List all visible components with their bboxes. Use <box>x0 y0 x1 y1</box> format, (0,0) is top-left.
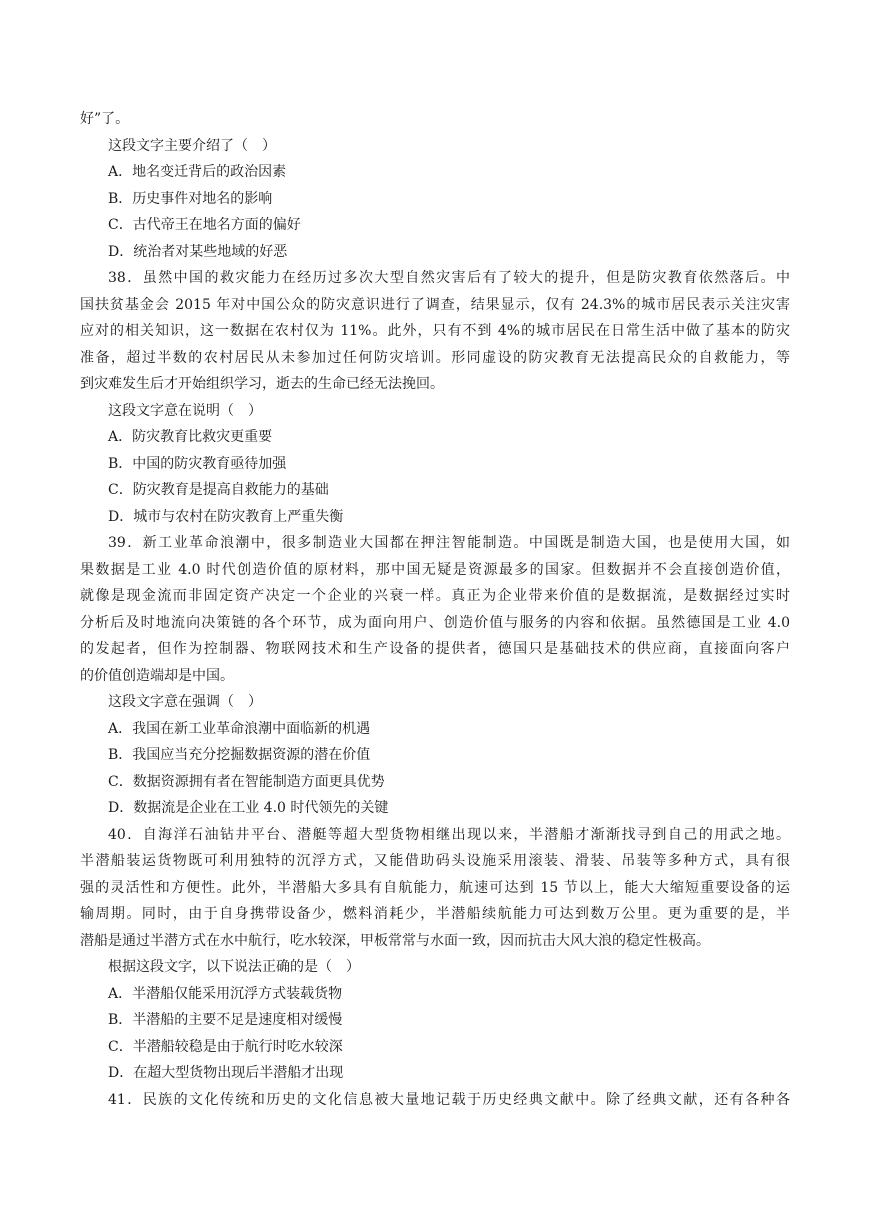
text-line: D．在超大型货物出现后半潜船才出现 <box>108 1065 344 1081</box>
text-line: 潜船是通过半潜方式在水中航行，吃水较深，甲板常常与水面一致，因而抗击大风大浪的稳定性极高。 <box>80 932 710 949</box>
text-line: 国扶贫基金会 2015 年对中国公众的防灾意识进行了调查，结果显示，仅有 24.3%的城市居民表示关注灾害 <box>80 296 790 313</box>
text-line: D．城市与农村在防灾教育上严重失衡 <box>108 508 344 525</box>
text-line: 这段文字意在说明（ ） <box>108 402 262 419</box>
text-line: A．半潜船仅能采用沉浮方式装载货物 <box>108 985 343 1002</box>
text-line: 强的灵活性和方便性。此外，半潜船大多具有自航能力，航速可达到 15 节以上，能大大缩短重要设备的运 <box>80 879 790 896</box>
text-line: C．防灾教育是提高自救能力的基础 <box>108 482 329 498</box>
text-line: 根据这段文字，以下说法正确的是（ ） <box>108 959 360 975</box>
text-line: 的价值创造端却是中国。 <box>80 667 234 684</box>
text-line: A．我国在新工业革命浪潮中面临新的机遇 <box>108 720 371 737</box>
text-line: 准备，超过半数的农村居民从未参加过任何防灾培训。形同虚设的防灾教育无法提高民众的自救能力，等 <box>80 349 790 366</box>
text-line: B．中国的防灾教育亟待加强 <box>108 455 287 472</box>
text-line: 应对的相关知识，这一数据在农村仅为 11%。此外，只有不到 4%的城市居民在日常生活中做了基本的防灾 <box>80 323 790 339</box>
text-line: D．数据流是企业在工业 4.0 时代领先的关键 <box>108 800 389 816</box>
document-body <box>80 106 790 1113</box>
text-line: C．数据资源拥有者在智能制造方面更具优势 <box>108 773 385 790</box>
text-line: 分析后及时地流向决策链的各个环节，成为面向用户、创造价值与服务的内容和依据。虽然德国是工业 4.0 <box>80 614 790 631</box>
text-line: 38．虽然中国的救灾能力在经历过多次大型自然灾害后有了较大的提升，但是防灾教育依然落后。中 <box>108 270 790 286</box>
text-line: 输周期。同时，由于自身携带设备少，燃料消耗少，半潜船续航能力可达到数万公里。更为重要的是，半 <box>80 906 790 922</box>
text-line: 这段文字主要介绍了（ ） <box>108 137 276 154</box>
text-line: C．古代帝王在地名方面的偏好 <box>108 217 301 233</box>
text-line: 的发起者，但作为控制器、物联网技术和生产设备的提供者，德国只是基础技术的供应商，直接面向客户 <box>80 641 790 657</box>
text-line: 就像是现金流而非固定资产决定一个企业的兴衰一样。真正为企业带来价值的是数据流，是数据经过实时 <box>80 588 790 604</box>
text-line: A．地名变迁背后的政治因素 <box>108 164 287 180</box>
text-line: 40．自海洋石油钻井平台、潜艇等超大型货物相继出现以来，半潜船才渐渐找寻到自己的用武之地。 <box>108 826 790 843</box>
text-line: 果数据是工业 4.0 时代创造价值的原材料，那中国无疑是资源最多的国家。但数据并不会直接创造价值， <box>80 561 790 578</box>
text-line: 39．新工业革命浪潮中，很多制造业大国都在押注智能制造。中国既是制造大国，也是使用大国，如 <box>108 535 790 551</box>
text-line: 这段文字意在强调（ ） <box>108 694 262 710</box>
text-line: A．防灾教育比救灾更重要 <box>108 429 273 445</box>
text-line: B．历史事件对地名的影响 <box>108 190 273 207</box>
text-line: D．统治者对某些地域的好恶 <box>108 243 288 260</box>
text-line: 半潜船装运货物既可利用独特的沉浮方式，又能借助码头设施采用滚装、滑装、吊装等多种方式，具有很 <box>80 853 790 869</box>
text-line: B．我国应当充分挖掘数据资源的潜在价值 <box>108 747 371 763</box>
text-line: C．半潜船较稳是由于航行时吃水较深 <box>108 1038 343 1055</box>
text-line: 到灾难发生后才开始组织学习，逝去的生命已经无法挽回。 <box>80 376 444 392</box>
text-line: B．半潜船的主要不足是速度相对缓慢 <box>108 1012 343 1028</box>
text-line: 41．民族的文化传统和历史的文化信息被大量地记载于历史经典文献中。除了经典文献，还有各种各 <box>108 1091 790 1108</box>
text-line: 好”了。 <box>80 111 130 127</box>
